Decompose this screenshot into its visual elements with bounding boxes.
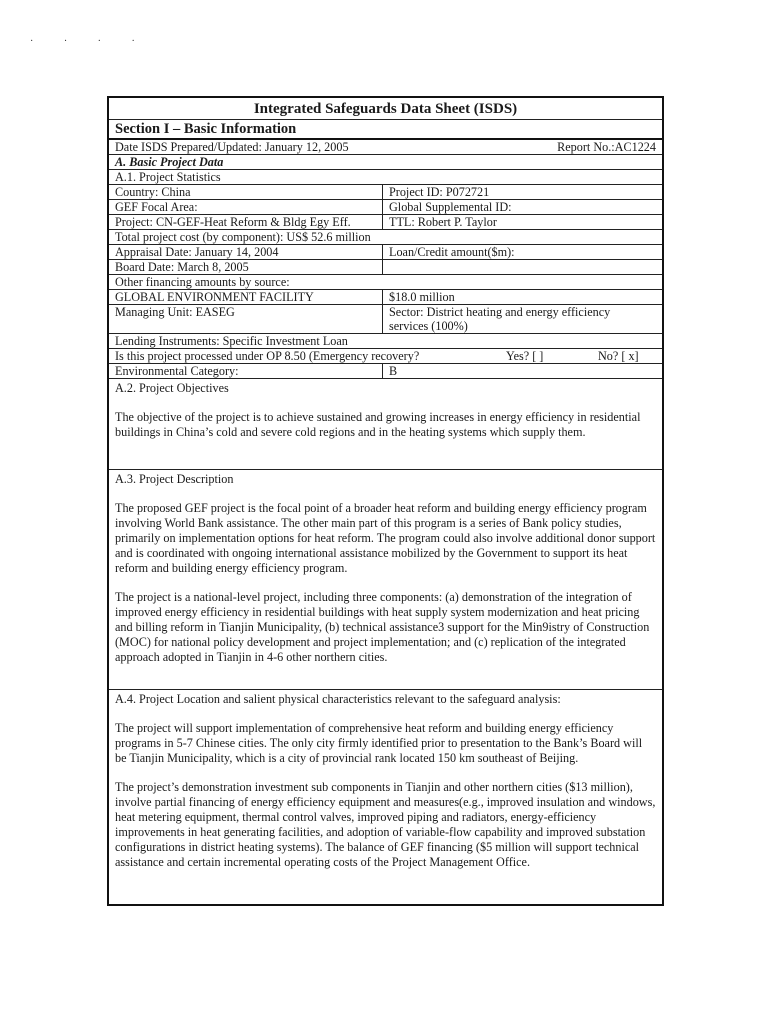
location-block: [109, 690, 662, 870]
gef-focal-area: GEF Focal Area:: [109, 200, 383, 214]
date-report-row: [109, 140, 662, 155]
board-date: Board Date: March 8, 2005: [109, 260, 383, 274]
description-paragraph-2: The project is a national-level project, including three components: (a) demonstration of the integration of improved energy efficiency in residential buildings with heat supply system modernization and heat pricing and billing reform in Tianjin Municipality, (b) technical assistance3 support for the Min9istry of Construction (MOC) for national policy development and project implementation; and (c) replication of the integrated approach adopted in Tianjin in 4-6 other northern cities.: [115, 590, 650, 664]
project-row: [109, 215, 662, 230]
location-heading: A.4. Project Location and salient physical characteristics relevant to the safeguard analysis:: [115, 692, 561, 706]
project-name: Project: CN-GEF-Heat Reform & Bldg Egy Eff.: [109, 215, 383, 229]
board-empty: [383, 260, 662, 274]
date-prepared: Date ISDS Prepared/Updated: January 12, 2005: [115, 140, 349, 154]
managing-row: [109, 305, 662, 334]
op-no-checkbox: No? [ x]: [598, 349, 639, 363]
objectives-heading: A.2. Project Objectives: [115, 381, 229, 395]
isds-sheet: [107, 96, 664, 906]
ttl: TTL: Robert P. Taylor: [389, 215, 497, 229]
appraisal-row: [109, 245, 662, 260]
op-question: Is this project processed under OP 8.50 (Emergency recovery?: [115, 349, 420, 363]
global-supplemental-id: Global Supplemental ID:: [389, 200, 512, 214]
loan-credit-amount: Loan/Credit amount($m):: [389, 245, 515, 259]
basic-data-heading: A. Basic Project Data: [109, 155, 662, 170]
other-financing: Other financing amounts by source:: [109, 275, 662, 290]
section-heading: Section I – Basic Information: [109, 120, 662, 140]
gef-source: GLOBAL ENVIRONMENT FACILITY: [109, 290, 383, 304]
op-row: [109, 349, 662, 364]
managing-unit: Managing Unit: EASEG: [109, 305, 383, 333]
op-yes-checkbox: Yes? [ ]: [506, 349, 544, 363]
gef-row: [109, 290, 662, 305]
board-row: [109, 260, 662, 275]
environmental-category-value: B: [389, 364, 398, 378]
description-heading: A.3. Project Description: [115, 472, 234, 486]
document-title: Integrated Safeguards Data Sheet (ISDS): [109, 98, 662, 120]
location-paragraph-2: The project’s demonstration investment sub components in Tianjin and other northern cities ($13 million), involve partial financing of energy efficiency equipment and measures(e.g., improved insulation and windows, heat metering equipment, thermal control valves, improved piping and radiators, energy-efficiency improvements in heat generating facilities, and adoption of variable-flow capability and improved substation configurations in district heating systems). The balance of GEF financing ($5 million will support technical assistance and certain incremental operating costs of the Project Management Office.: [115, 780, 656, 869]
scan-specks: · · · ·: [30, 36, 149, 47]
location-paragraph-1: The project will support implementation of comprehensive heat reform and building energy efficiency programs in 5-7 Chinese cities. The only city firmly identified prior to presentation to the Bank’s Board will be Tianjin Municipality, which is a city of provincial rank located 150 km southeast of Beijing.: [115, 721, 643, 765]
project-id: Project ID: P072721: [389, 185, 490, 199]
objectives-block: [109, 379, 662, 470]
sector: [383, 305, 662, 333]
stats-heading: A.1. Project Statistics: [109, 170, 662, 185]
report-number: Report No.:AC1224: [557, 140, 656, 154]
description-paragraph-1: The proposed GEF project is the focal point of a broader heat reform and building energy efficiency program involving World Bank assistance. The other main part of this program is a series of Bank policy studies, primarily on implementation options for heat reform. The program could also involve additional donor support and is coordinated with ongoing international assistance mobilized by the Government to support its heat reform and building energy efficiency program.: [115, 501, 656, 575]
environmental-category: Environmental Category:: [109, 364, 383, 378]
lending-instruments: Lending Instruments: Specific Investment Loan: [109, 334, 662, 349]
appraisal-date: Appraisal Date: January 14, 2004: [109, 245, 383, 259]
objectives-text: The objective of the project is to achieve sustained and growing increases in energy efficiency in residential buildings in China’s cold and severe cold regions and in the heating systems which supply them.: [115, 410, 641, 439]
gef-amount: $18.0 million: [389, 290, 455, 304]
env-row: [109, 364, 662, 379]
sector-line-2: services (100%): [389, 319, 468, 333]
gef-focal-row: [109, 200, 662, 215]
total-cost: Total project cost (by component): US$ 52.6 million: [109, 230, 662, 245]
description-block: [109, 470, 662, 690]
country-row: [109, 185, 662, 200]
country: Country: China: [109, 185, 383, 199]
sector-line-1: Sector: District heating and energy efficiency: [389, 305, 611, 319]
